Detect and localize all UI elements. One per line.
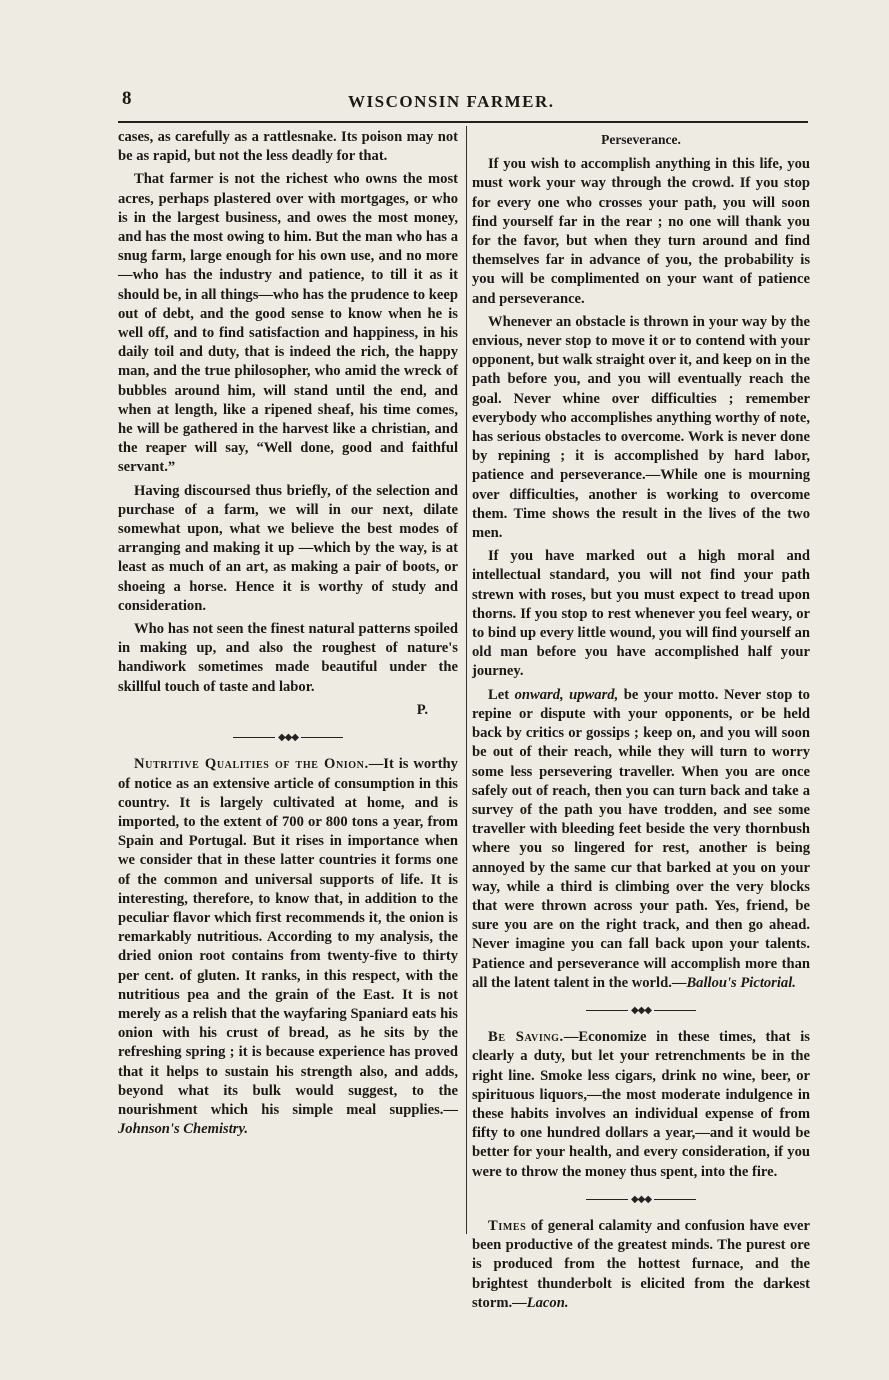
- section-ornament: ◆◆◆: [472, 1001, 810, 1020]
- article-paragraph: That farmer is not the richest who owns the most acres, perhaps plastered over with mortgages, or who is in the largest business, and owes the most money, and has the most owing to him. But the man who has a snug farm, large enough for his own use, and no more—who has the industry and patience, to till it as it should be, in all things—who has the prudence to keep out of debt, and the good sense to know when he is well off, and to find satisfaction and happiness, in his daily toil and duty, that is indeed the rich, the happy man, and the true philosopher, who amid the wreck of bubbles around him, will stand until the end, and when at length, like a ripened sheaf, his time comes, he will be gathered in the harvest like a christian, and the reaper will say, “Well done, good and faithful servant.”: [118, 171, 458, 476]
- running-head: WISCONSIN FARMER.: [348, 92, 555, 111]
- times-article: [472, 1217, 810, 1313]
- onion-article-body: —It is worthy of notice as an extensive article of consumption in this country. It is largely cultivated at home, and is imported, to the extent of 700 or 800 tons a year, from Spain and Portugal. But it rises in importance when we consider that in these latter countries it forms one of the common and universal supports of life. It is interesting, therefore, to know that, in addition to the peculiar flavor which first recommends it, the onion is remarkably nutritious. According to my analysis, the dried onion root contains from twenty-five to thirty per cent. of gluten. It ranks, in this respect, with the nutritious pea and the grain of the East. It is not merely as a relish that the wayfaring Spaniard eats his onion with his crust of bread, as he sits by the refreshing spring ; it is because experience has proved that it helps to sustain his strength also, and adds, beyond what its bulk would suggest, to the nourishment which his simple meal supplies.—: [118, 756, 458, 1118]
- onion-article: [118, 755, 458, 1139]
- page-header: [118, 88, 808, 114]
- article-paragraph: If you wish to accomplish anything in this life, you must work your way through the crowd. If you stop for every one who crosses your path, you will soon find yourself far in the rear ; no one will thank you for the favor, but when they turn around and find themselves far in advance of you, the probability is you will be complimented on your want of patience and perseverance.: [472, 156, 810, 307]
- left-column: [118, 128, 458, 1143]
- article-signature: P.: [416, 701, 428, 718]
- article-paragraph: Let onward, upward, be your motto. Never stop to repine or dispute with your opponents, or be held back by critics or gossips ; keep on, and you will soon be out of their reach, while they will turn to worry some less persevering traveller. When you are once safely out of reach, then you can turn back and take a survey of the path you have trodden, and see some traveller with bleeding feet beside the very thornbush where you so lingered for rest, another is being annoyed by the same cur that barked at you on your way, while a third is climbing over the very blocks that were thrown across your path. Yes, friend, be sure you are on the right track, and then go ahead. Never imagine you can fall back upon your talents. Patience and perseverance will accomplish more than all the latent talent in the world.—Ballou's Pictorial.: [472, 686, 810, 991]
- right-column: [472, 128, 810, 1317]
- times-article-body: of general calamity and confusion have ever been productive of the greatest minds. The purest ore is produced from the hottest furnace, and the brightest thunderbolt is elicited from the darkest storm.—: [472, 1217, 810, 1311]
- onion-article-heading: Nutritive Qualities of the Onion.: [134, 756, 369, 773]
- saving-article: [472, 1028, 810, 1182]
- motto-text: onward, upward,: [514, 686, 619, 703]
- article-paragraph: Whenever an obstacle is thrown in your way by the envious, never stop to move it or to contend with your opponent, but walk straight over it, and keep on in the path before you, and you will eventually reach the goal. Never whine over difficulties ; remember everybody who accomplishes anything worthy of note, has serious obstacles to overcome. Work is never done by repining ; it is accomplished by hard labor, patience and perseverance.—While one is mourning over difficulties, another is working to overcome them. Time shows the result in the lives of the two men.: [472, 313, 810, 542]
- article-paragraph: Having discoursed thus briefly, of the selection and purchase of a farm, we will in our next, dilate somewhat upon, what we believe the best modes of arranging and making it up —which by the way, is at least as much of an art, as making a pair of boots, or shoeing a horse. Hence it is worthy of study and consideration.: [118, 482, 458, 614]
- column-divider: [466, 126, 467, 1234]
- times-article-heading: Times: [488, 1217, 527, 1234]
- saving-article-heading: Be Saving.: [488, 1029, 564, 1046]
- page-number: 8: [122, 88, 132, 109]
- article-title: Perseverance.: [601, 132, 681, 147]
- article-paragraph: cases, as carefully as a rattlesnake. Its poison may not be as rapid, but not the less deadly for that.: [118, 129, 458, 165]
- article-paragraph: If you have marked out a high moral and intellectual standard, you will not find your path strewn with roses, but you must expect to tread upon thorns. If you stop to rest whenever you feel weary, or to bind up every little wound, you will find yourself an old man before you have accomplished half your journey.: [472, 548, 810, 680]
- section-ornament: ◆◆◆: [118, 728, 458, 747]
- onion-article-citation: Johnson's Chemistry.: [118, 1121, 249, 1138]
- perseverance-citation: Ballou's Pictorial.: [686, 974, 796, 991]
- header-rule: [118, 121, 808, 123]
- section-ornament: ◆◆◆: [472, 1190, 810, 1209]
- article-paragraph: Who has not seen the finest natural patterns spoiled in making up, and also the roughest of nature's handiwork sometimes made beautiful under the skillful touch of taste and labor.: [118, 621, 458, 695]
- times-article-citation: Lacon.: [526, 1294, 569, 1311]
- saving-article-body: —Economize in these times, that is clearly a duty, but let your retrenchments be in the right line. Smoke less cigars, drink no wine, beer, or spirituous liquors,—the most moderate indulgence in these habits involves an individual expense of from fifty to one hundred dollars a year,—and it would be better for your health, and every consideration, if you were to throw the money thus spent, into the fire.: [472, 1029, 810, 1180]
